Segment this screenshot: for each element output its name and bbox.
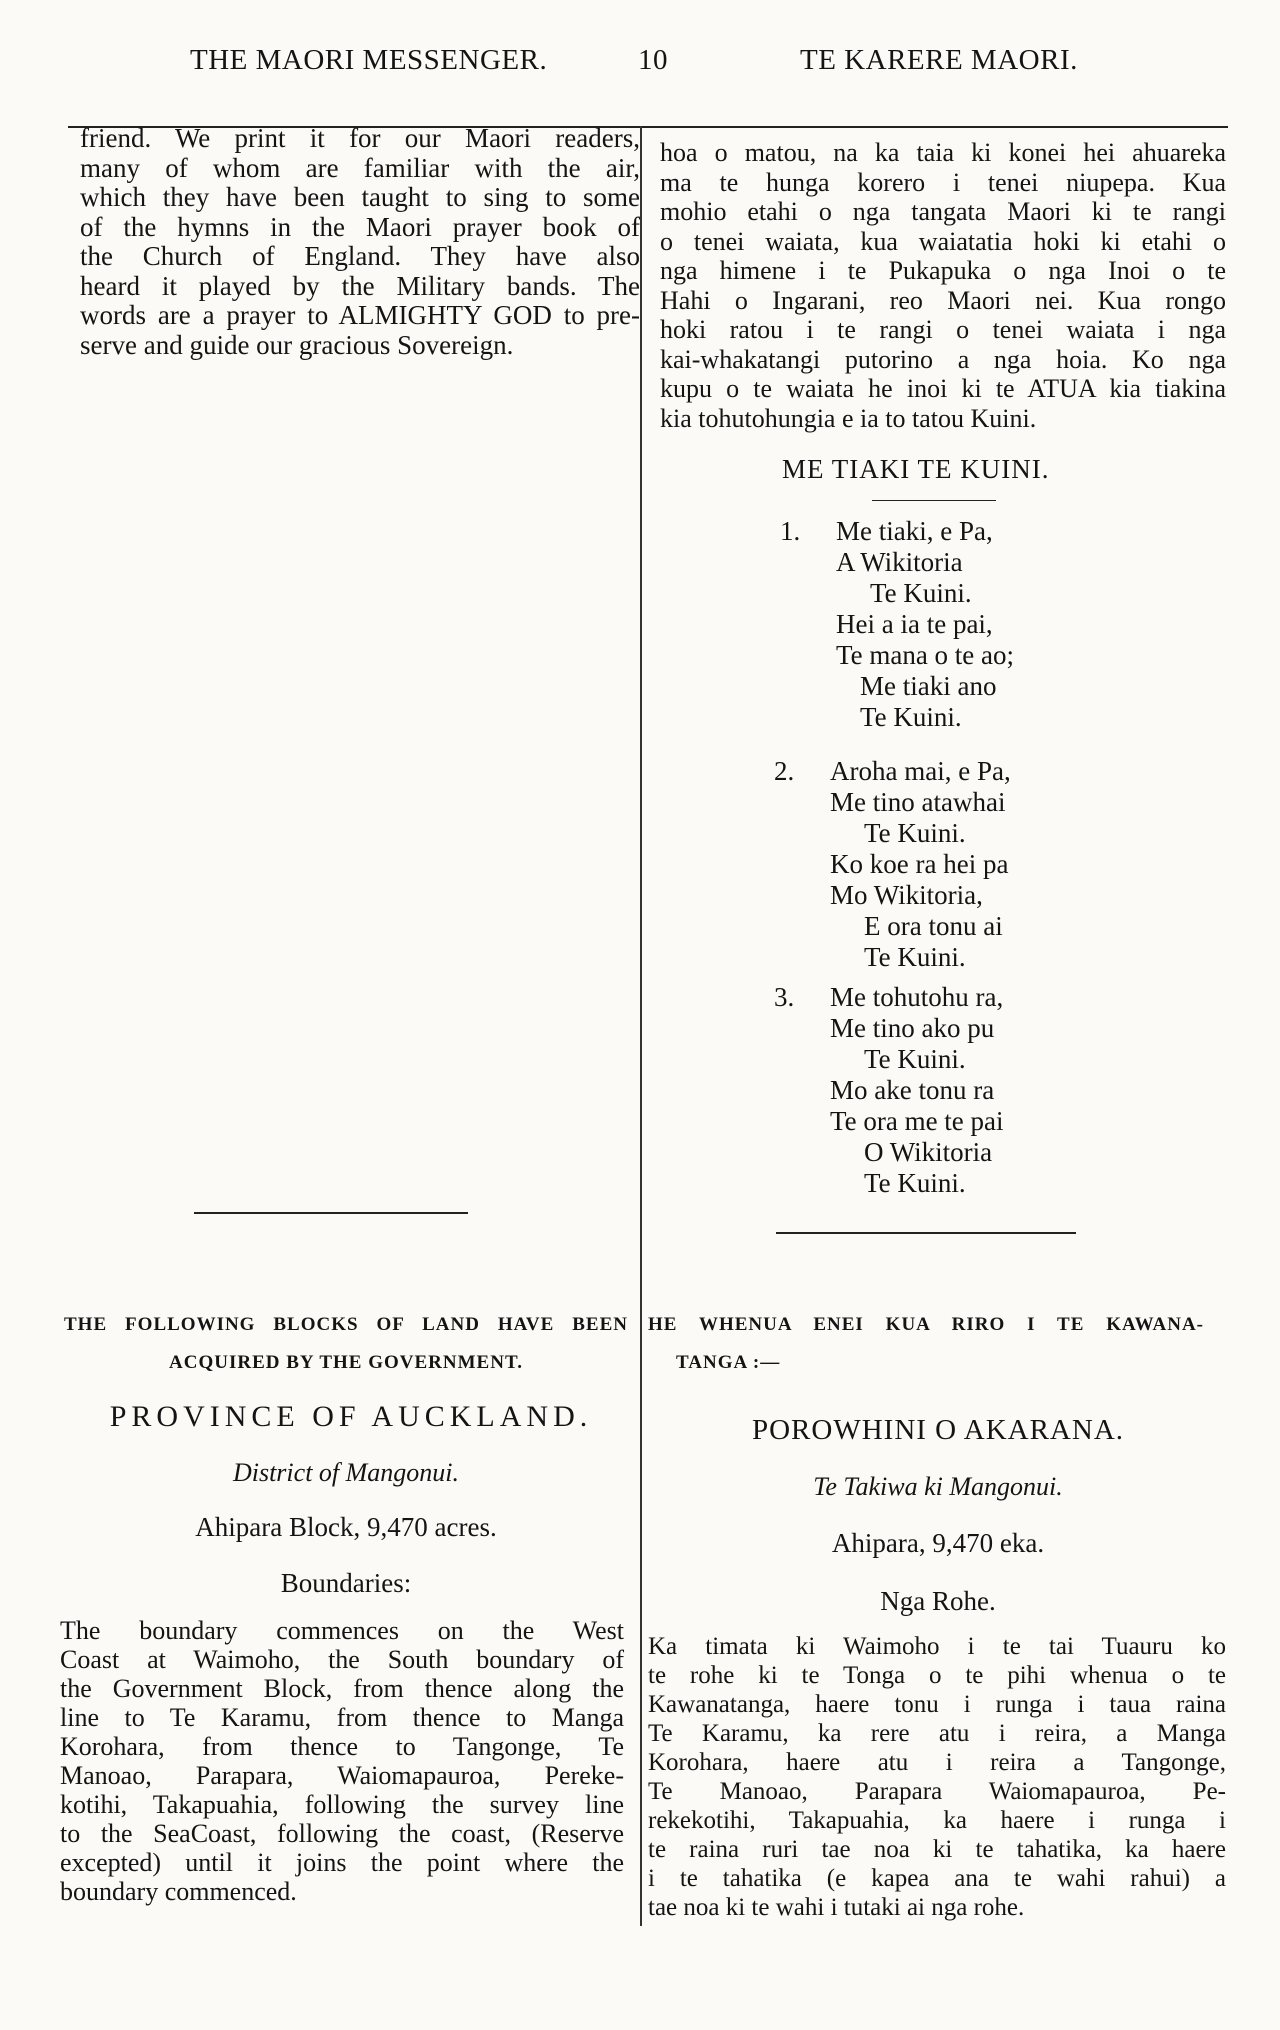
english-boundary-line: boundary commenced. bbox=[60, 1877, 297, 1906]
anthem-verse-1 bbox=[780, 516, 1080, 736]
maori-intro-paragraph bbox=[660, 138, 1226, 433]
maori-boundaries-label: Nga Rohe. bbox=[880, 1586, 996, 1616]
english-boundary-line: line to Te Karamu, from thence to Manga bbox=[60, 1703, 624, 1732]
maori-boundary-line: rekekotihi, Takapuahia, ka haere i runga i bbox=[648, 1807, 1226, 1834]
english-intro-line: of the hymns in the Maori prayer book of bbox=[80, 211, 640, 242]
verse-line: E ora tonu ai bbox=[864, 911, 1003, 941]
english-intro-line: many of whom are familiar with the air, bbox=[80, 152, 640, 183]
anthem-verse-3 bbox=[774, 982, 1074, 1202]
maori-intro-line: hoa o matou, na ka taia ki konei hei ahuareka bbox=[660, 138, 1226, 167]
maori-boundary-line: te rohe ki te Tonga o te pihi whenua o te bbox=[648, 1662, 1226, 1689]
verse-number: 2. bbox=[774, 756, 795, 786]
anthem-verse-2 bbox=[774, 756, 1074, 976]
english-boundary-line: Coast at Waimoho, the South boundary of bbox=[60, 1645, 624, 1674]
english-boundary-line: to the SeaCoast, following the coast, (Reserve bbox=[60, 1819, 624, 1848]
english-boundary-line: kotihi, Takapuahia, following the survey line bbox=[60, 1790, 624, 1819]
english-intro-paragraph bbox=[80, 124, 640, 360]
verse-line: Te Kuini. bbox=[870, 578, 972, 608]
maori-intro-line: o tenei waiata, kua waiatatia hoki ki etahi o bbox=[660, 226, 1226, 256]
maori-land-heading-2: TANGA :— bbox=[676, 1352, 781, 1373]
verse-line: Te Kuini. bbox=[864, 1044, 966, 1074]
english-boundary-line: excepted) until it joins the point where the bbox=[60, 1848, 624, 1877]
english-boundaries-paragraph bbox=[60, 1616, 624, 1906]
verse-line: Te Kuini. bbox=[860, 702, 962, 732]
maori-intro-line: mohio etahi o nga tangata Maori ki te rangi bbox=[660, 197, 1226, 226]
section-rule-right bbox=[776, 1232, 1076, 1234]
english-intro-line: heard it played by the Military bands. The bbox=[80, 270, 640, 301]
english-intro-line: the Church of England. They have also bbox=[80, 241, 640, 271]
maori-intro-line: ma te hunga korero i tenei niupepa. Kua bbox=[660, 167, 1226, 197]
maori-boundary-line: te raina ruri tae noa ki te tahatika, ka haere bbox=[648, 1836, 1226, 1863]
maori-land-heading-1: HE WHENUA ENEI KUA RIRO I TE KAWANA- bbox=[648, 1314, 1204, 1335]
english-intro-line: words are a prayer to ALMIGHTY GOD to pre- bbox=[80, 300, 640, 330]
english-land-heading-2: ACQUIRED BY THE GOVERNMENT. bbox=[169, 1352, 523, 1373]
running-header-right: TE KARERE MAORI. bbox=[800, 44, 1078, 76]
maori-district: Te Takiwa ki Mangonui. bbox=[813, 1472, 1063, 1501]
english-province: PROVINCE OF AUCKLAND. bbox=[109, 1400, 593, 1433]
verse-line: O Wikitoria bbox=[864, 1137, 993, 1167]
maori-boundary-line: i te tahatika (e kapea ana te wahi rahui) a bbox=[648, 1865, 1226, 1892]
english-intro-line: serve and guide our gracious Sovereign. bbox=[80, 329, 514, 360]
verse-line: Te Kuini. bbox=[864, 1168, 966, 1198]
maori-province: POROWHINI O AKARANA. bbox=[751, 1414, 1125, 1446]
english-boundary-line: Korohara, from thence to Tangonge, Te bbox=[60, 1732, 624, 1761]
maori-boundary-line: tae noa ki te wahi i tutaki ai nga rohe. bbox=[648, 1894, 1025, 1921]
verse-line: Me tino atawhai bbox=[830, 787, 1006, 817]
verse-line: Me tiaki, e Pa, bbox=[836, 516, 993, 546]
verse-line: Te mana o te ao; bbox=[836, 640, 1015, 670]
section-rule-left bbox=[194, 1212, 468, 1214]
verse-line: Hei a ia te pai, bbox=[836, 609, 993, 639]
verse-line: Te Kuini. bbox=[864, 942, 966, 972]
verse-number: 1. bbox=[780, 516, 801, 546]
english-boundary-line: the Government Block, from thence along the bbox=[60, 1674, 624, 1703]
verse-number: 3. bbox=[774, 982, 795, 1012]
verse-line: Te ora me te pai bbox=[830, 1106, 1004, 1136]
column-divider bbox=[640, 126, 642, 1926]
maori-intro-line: kai-whakatangi putorino a nga hoia. Ko nga bbox=[660, 344, 1226, 374]
maori-intro-line: nga himene i te Pukapuka o nga Inoi o te bbox=[660, 256, 1226, 285]
maori-intro-line: hoki ratou i te rangi o tenei waiata i nga bbox=[660, 315, 1226, 344]
verse-line: Ko koe ra hei pa bbox=[830, 849, 1009, 879]
maori-intro-line: Hahi o Ingarani, reo Maori nei. Kua rongo bbox=[660, 285, 1226, 315]
maori-boundary-line: Te Manoao, Parapara Waiomapauroa, Pe- bbox=[648, 1778, 1226, 1805]
english-intro-line: which they have been taught to sing to some bbox=[80, 182, 640, 212]
verse-line: Me tino ako pu bbox=[830, 1013, 995, 1043]
verse-line: Mo ake tonu ra bbox=[830, 1075, 995, 1105]
english-boundary-line: Manoao, Parapara, Waiomapauroa, Pereke- bbox=[60, 1761, 624, 1790]
maori-intro-line: kia tohutohungia e ia to tatou Kuini. bbox=[660, 403, 1037, 433]
verse-line: A Wikitoria bbox=[836, 547, 963, 577]
english-block: Ahipara Block, 9,470 acres. bbox=[195, 1512, 497, 1542]
maori-block: Ahipara, 9,470 eka. bbox=[831, 1528, 1045, 1558]
maori-intro-line: kupu o te waiata he inoi ki te ATUA kia tiakina bbox=[660, 374, 1226, 403]
maori-boundary-line: Te Karamu, ka rere atu i reira, a Manga bbox=[648, 1720, 1226, 1747]
anthem-title: ME TIAKI TE KUINI. bbox=[782, 454, 1050, 484]
english-land-heading-1: THE FOLLOWING BLOCKS OF LAND HAVE BEEN bbox=[64, 1314, 628, 1335]
verse-line: Te Kuini. bbox=[864, 818, 966, 848]
anthem-title-rule bbox=[872, 500, 996, 501]
verse-line: Mo Wikitoria, bbox=[830, 880, 983, 910]
page-number: 10 bbox=[638, 44, 668, 76]
english-district: District of Mangonui. bbox=[232, 1458, 460, 1487]
maori-boundary-line: Korohara, haere atu i reira a Tangonge, bbox=[648, 1749, 1226, 1776]
verse-line: Me tiaki ano bbox=[860, 671, 997, 701]
running-header-left: THE MAORI MESSENGER. bbox=[190, 44, 548, 76]
verse-line: Me tohutohu ra, bbox=[830, 982, 1004, 1012]
maori-boundary-line: Ka timata ki Waimoho i te tai Tuauru ko bbox=[648, 1633, 1226, 1660]
english-boundary-line: The boundary commences on the West bbox=[60, 1616, 624, 1645]
english-boundaries-label: Boundaries: bbox=[280, 1568, 412, 1598]
verse-line: Aroha mai, e Pa, bbox=[830, 756, 1011, 786]
english-intro-line: friend. We print it for our Maori readers, bbox=[80, 123, 640, 153]
maori-boundaries-paragraph bbox=[648, 1632, 1226, 1922]
maori-boundary-line: Kawanatanga, haere tonu i runga i taua raina bbox=[648, 1691, 1226, 1718]
